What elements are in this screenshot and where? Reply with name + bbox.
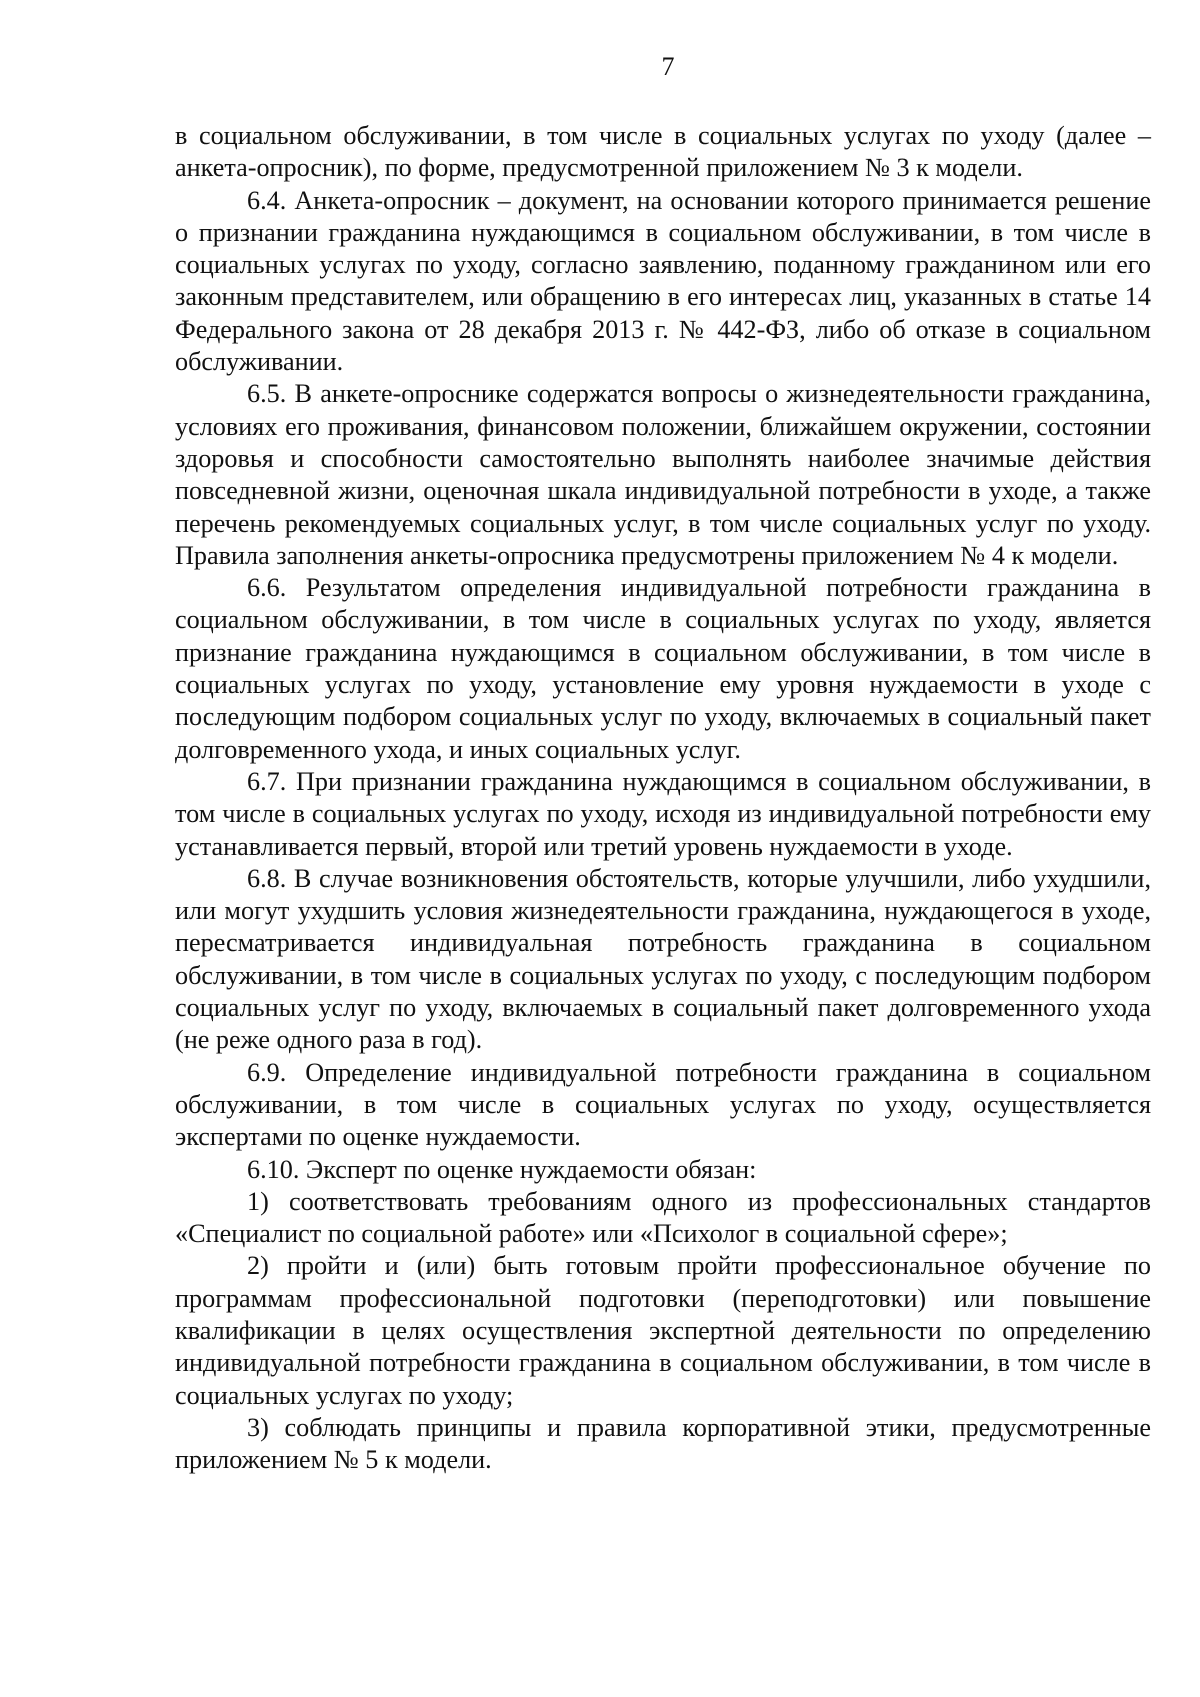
paragraph-continuation: в социальном обслуживании, в том числе в социальных услугах по уходу (далее – анкета-опросник), по форме, предусмотренной приложением № 3 к модели. [175,121,1151,183]
document-page [175,52,1151,1476]
paragraph-6-10: 6.10. Эксперт по оценке нуждаемости обязан: [247,1154,757,1184]
paragraph-6-6: 6.6. Результатом определения индивидуальной потребности гражданина в социальном обслуживании, в том числе в социальных услугах по уходу, является признание гражданина нуждающимся в социальном обслуживании, в том числе в социальных услугах по уходу, установление ему уровня нуждаемости в уходе с последующим подбором социальных услуг по уходу, включаемых в социальный пакет долговременного ухода, и иных социальных услуг. [175,573,1151,764]
list-item-2: 2) пройти и (или) быть готовым пройти профессиональное обучение по программам профессиональной подготовки (переподготовки) или повышение квалификации в целях осуществления экспертной деятельности по определению индивидуальной потребности гражданина в социальном обслуживании, в том числе в социальных услугах по уходу; [175,1251,1151,1410]
paragraph-6-5: 6.5. В анкете-опроснике содержатся вопросы о жизнедеятельности гражданина, условиях его проживания, финансовом положении, ближайшем окружении, состоянии здоровья и способности самостоятельно выполнять наиболее значимые действия повседневной жизни, оценочная шкала индивидуальной потребности в уходе, а также перечень рекомендуемых социальных услуг, в том числе социальных услуг по уходу. Правила заполнения анкеты-опросника предусмотрены приложением № 4 к модели. [175,379,1151,570]
paragraph-6-8: 6.8. В случае возникновения обстоятельств, которые улучшили, либо ухудшили, или могут ухудшить условия жизнедеятельности гражданина, нуждающегося в уходе, пересматривается индивидуальная потребность гражданина в социальном обслуживании, в том числе в социальных услугах по уходу, с последующим подбором социальных услуг по уходу, включаемых в социальный пакет долговременного ухода (не реже одного раза в год). [175,863,1151,1055]
list-item-3: 3) соблюдать принципы и правила корпоративной этики, предусмотренные приложением № 5 к модели. [175,1412,1151,1475]
paragraph-6-9: 6.9. Определение индивидуальной потребности гражданина в социальном обслуживании, в том числе в социальных услугах по уходу, осуществляется экспертами по оценке нуждаемости. [175,1057,1151,1152]
list-item-1: 1) соответствовать требованиям одного из профессиональных стандартов «Специалист по социальной работе» или «Психолог в социальной сфере»; [175,1186,1151,1249]
paragraph-6-7: 6.7. При признании гражданина нуждающимся в социальном обслуживании, в том числе в социальных услугах по уходу, исходя из индивидуальной потребности ему устанавливается первый, второй или третий уровень нуждаемости в уходе. [175,766,1151,861]
page-number: 7 [661,52,675,81]
paragraph-6-4: 6.4. Анкета-опросник – документ, на основании которого принимается решение о признании гражданина нуждающимся в социальном обслуживании, в том числе в социальных услугах по уходу, согласно заявлению, поданному гражданином или его законным представителем, или обращению в его интересах лиц, указанных в статье 14 Федерального закона от 28 декабря 2013 г. № 442-ФЗ, либо об отказе в социальном обслуживании. [175,185,1151,377]
